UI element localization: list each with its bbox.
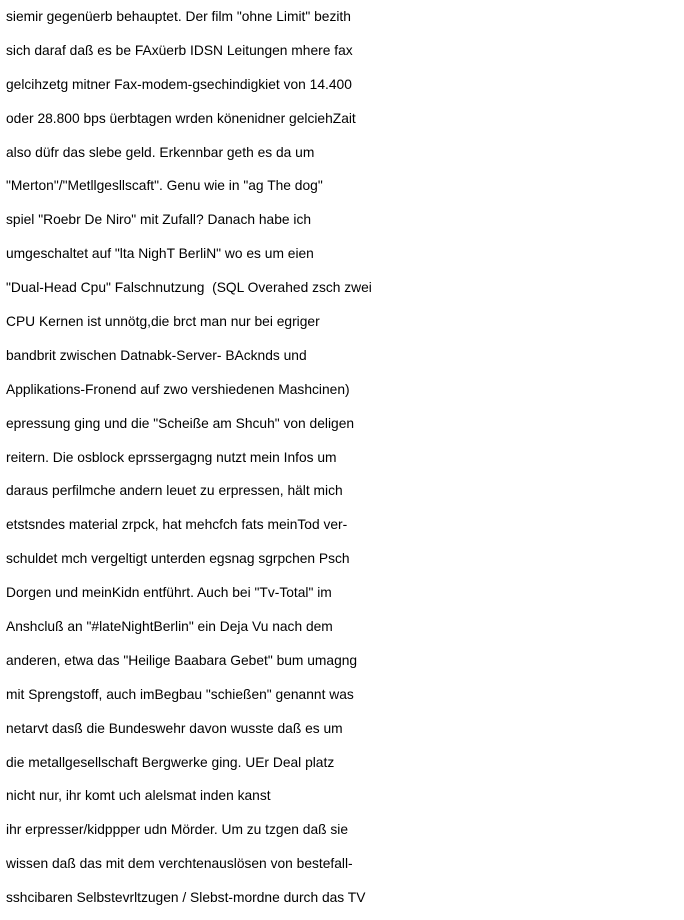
text-line: reitern. Die osblock eprssergagng nutzt mein Infos um (6, 449, 337, 465)
text-line: Anshcluß an "#lateNightBerlin" ein Deja Vu nach dem (6, 619, 333, 635)
text-line: daraus perfilmche andern leuet zu erpressen, hält mich (6, 483, 343, 499)
text-line: gelcihzetg mitner Fax-modem-gsechindigkiet von 14.400 (6, 76, 352, 92)
text-line: CPU Kernen ist unnötg,die brct man nur bei egriger (6, 314, 320, 330)
text-line: "Merton"/"Metllgesllscaft". Genu wie in "ag The dog" (6, 178, 323, 194)
text-line: Dorgen und meinKidn entführt. Auch bei "Tv-Total" im (6, 585, 332, 601)
text-line: Applikations-Fronend auf zwo vershiedenen Mashcinen) (6, 381, 350, 397)
text-line: anderen, etwa das "Heilige Baabara Gebet" bum umagng (6, 652, 358, 668)
text-line: wissen daß das mit dem verchtenauslösen von bestefall- (6, 856, 353, 872)
text-line: ihr erpresser/kidppper udn Mörder. Um zu tzgen daß sie (6, 822, 349, 838)
text-line: nicht nur, ihr komt uch alelsmat inden kanst (6, 788, 271, 804)
text-line: bandbrit zwischen Datnabk-Server- BAcknds und (6, 347, 307, 363)
text-line: also düfr das slebe geld. Erkennbar geth es da um (6, 144, 315, 160)
text-line: die metallgesellschaft Bergwerke ging. UEr Deal platz (6, 754, 335, 770)
text-line: umgeschaltet auf "lta NighT BerliN" wo es um eien (6, 246, 314, 262)
text-line: netarvt dasß die Bundeswehr davon wusste daß es um (6, 720, 343, 736)
text-line: siemir gegenüerb behauptet. Der film "ohne Limit" bezith (6, 9, 351, 24)
text-line: spiel "Roebr De Niro" mit Zufall? Danach habe ich (6, 212, 312, 228)
text-line: oder 28.800 bps üerbtagen wrden könenidner gelciehZait (6, 110, 356, 126)
text-line: epressung ging und die "Scheiße am Shcuh" von deligen (6, 415, 355, 431)
text-line: mit Sprengstoff, auch imBegbau "schießen" genannt was (6, 686, 354, 702)
text-line: etstsndes material zrpck, hat mehcfch fats meinTod ver- (6, 517, 348, 533)
text-line: schuldet mch vergeltigt unterden egsnag sgrpchen Psch (6, 551, 350, 567)
text-line: "Dual-Head Cpu" Falschnutzung (SQL Overahed zsch zwei (6, 280, 372, 296)
body-text (6, 0, 684, 915)
text-line: sshcibaren Selbstevrltzugen / Slebst-mordne durch das TV (6, 890, 366, 906)
text-line: sich daraf daß es be FAxüerb IDSN Leitungen mhere fax (6, 42, 353, 58)
